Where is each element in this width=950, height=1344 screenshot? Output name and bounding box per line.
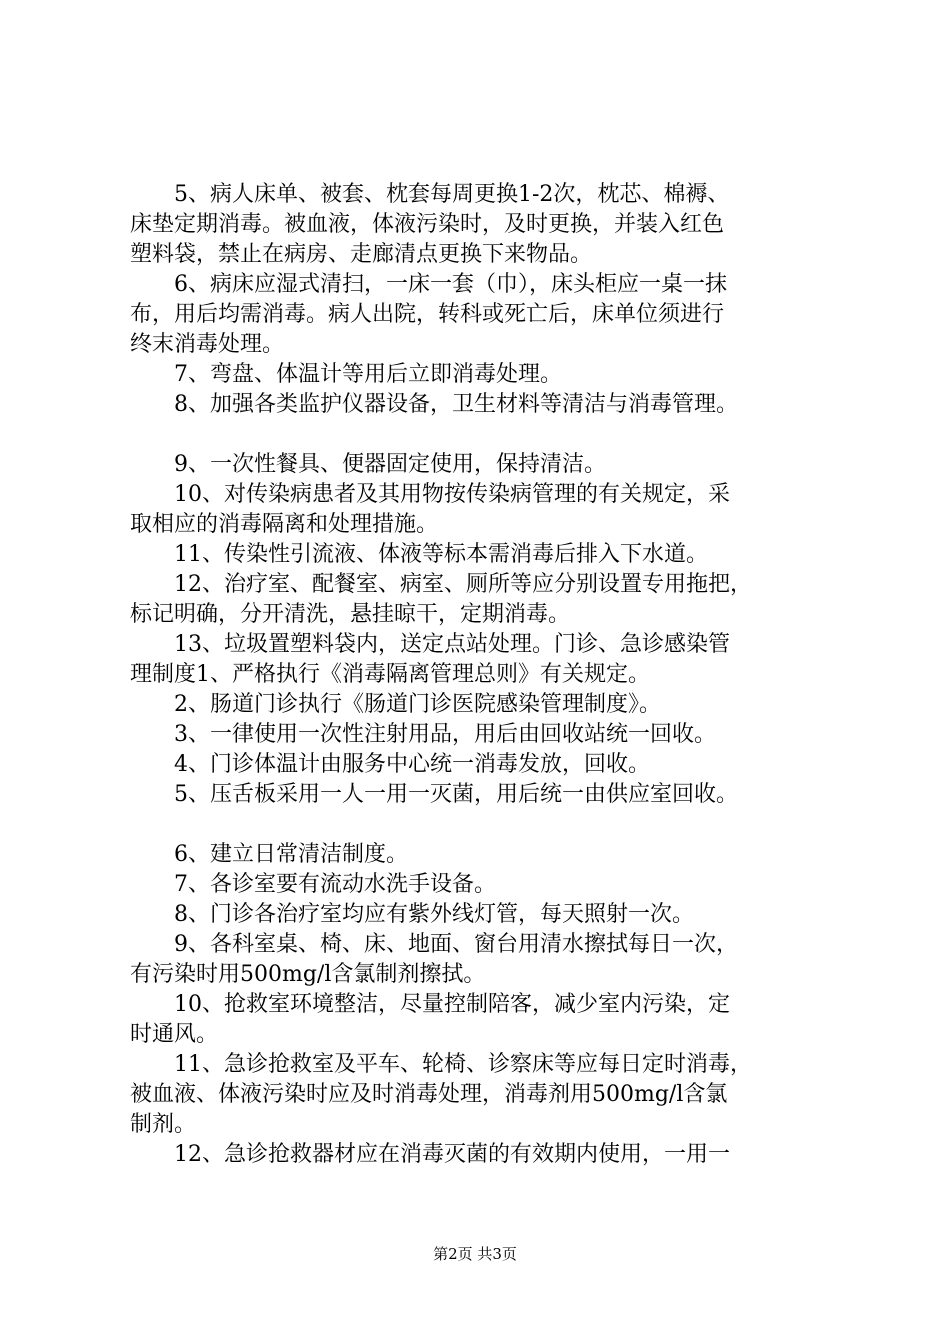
- text-line: 塑料袋，禁止在病房、走廊清点更换下来物品。: [130, 242, 593, 267]
- text-line: 9、一次性餐具、便器固定使用，保持清洁。: [174, 452, 606, 477]
- text-line: 有污染时用500mg/l含氯制剂擦拭。: [130, 962, 486, 987]
- text-line: 10、抢救室环境整洁，尽量控制陪客，减少室内污染，定: [174, 992, 730, 1017]
- text-line: 制剂。: [130, 1112, 197, 1137]
- blank-line: [130, 810, 830, 840]
- text-line: 12、治疗室、配餐室、病室、厕所等应分别设置专用拖把，: [174, 572, 752, 597]
- text-line: 2、肠道门诊执行《肠道门诊医院感染管理制度》。: [174, 692, 661, 717]
- text-line: 5、压舌板采用一人一用一灭菌，用后统一由供应室回收。: [174, 782, 738, 807]
- text-line: 4、门诊体温计由服务中心统一消毒发放，回收。: [174, 752, 650, 777]
- text-line: 6、建立日常清洁制度。: [174, 842, 408, 867]
- text-line: 7、弯盘、体温计等用后立即消毒处理。: [174, 362, 562, 387]
- text-line: 7、各诊室要有流动水洗手设备。: [174, 872, 496, 897]
- page-footer: 第2页 共3页: [433, 1245, 517, 1263]
- text-line: 取相应的消毒隔离和处理措施。: [130, 512, 439, 537]
- document-body: [130, 180, 830, 1170]
- text-line: 12、急诊抢救器材应在消毒灭菌的有效期内使用，一用一: [174, 1142, 730, 1167]
- text-line: 理制度1、严格执行《消毒隔离管理总则》有关规定。: [130, 662, 650, 687]
- text-line: 6、病床应湿式清扫，一床一套（巾），床头柜应一桌一抹: [174, 272, 727, 297]
- text-line: 标记明确，分开清洗，悬挂晾干，定期消毒。: [130, 602, 571, 627]
- blank-line: [130, 420, 830, 450]
- text-line: 8、加强各类监护仪器设备，卫生材料等清洁与消毒管理。: [174, 392, 738, 417]
- text-line: 床垫定期消毒。被血液，体液污染时，及时更换，并装入红色: [130, 212, 725, 237]
- text-line: 9、各科室桌、椅、床、地面、窗台用清水擦拭每日一次，: [174, 932, 738, 957]
- text-line: 13、垃圾置塑料袋内，送定点站处理。门诊、急诊感染管: [174, 632, 730, 657]
- text-line: 时通风。: [130, 1022, 219, 1047]
- text-line: 10、对传染病患者及其用物按传染病管理的有关规定，采: [174, 482, 730, 507]
- text-line: 11、急诊抢救室及平车、轮椅、诊察床等应每日定时消毒，: [174, 1052, 752, 1077]
- text-line: 被血液、体液污染时应及时消毒处理，消毒剂用500mg/l含氯: [130, 1082, 728, 1107]
- text-line: 8、门诊各治疗室均应有紫外线灯管，每天照射一次。: [174, 902, 694, 927]
- text-line: 5、病人床单、被套、枕套每周更换1-2次，枕芯、棉褥、: [174, 182, 730, 207]
- text-line: 3、一律使用一次性注射用品，用后由回收站统一回收。: [174, 722, 716, 747]
- text-line: 布，用后均需消毒。病人出院，转科或死亡后，床单位须进行: [130, 302, 725, 327]
- text-line: 11、传染性引流液、体液等标本需消毒后排入下水道。: [174, 542, 708, 567]
- text-line: 终末消毒处理。: [130, 332, 285, 357]
